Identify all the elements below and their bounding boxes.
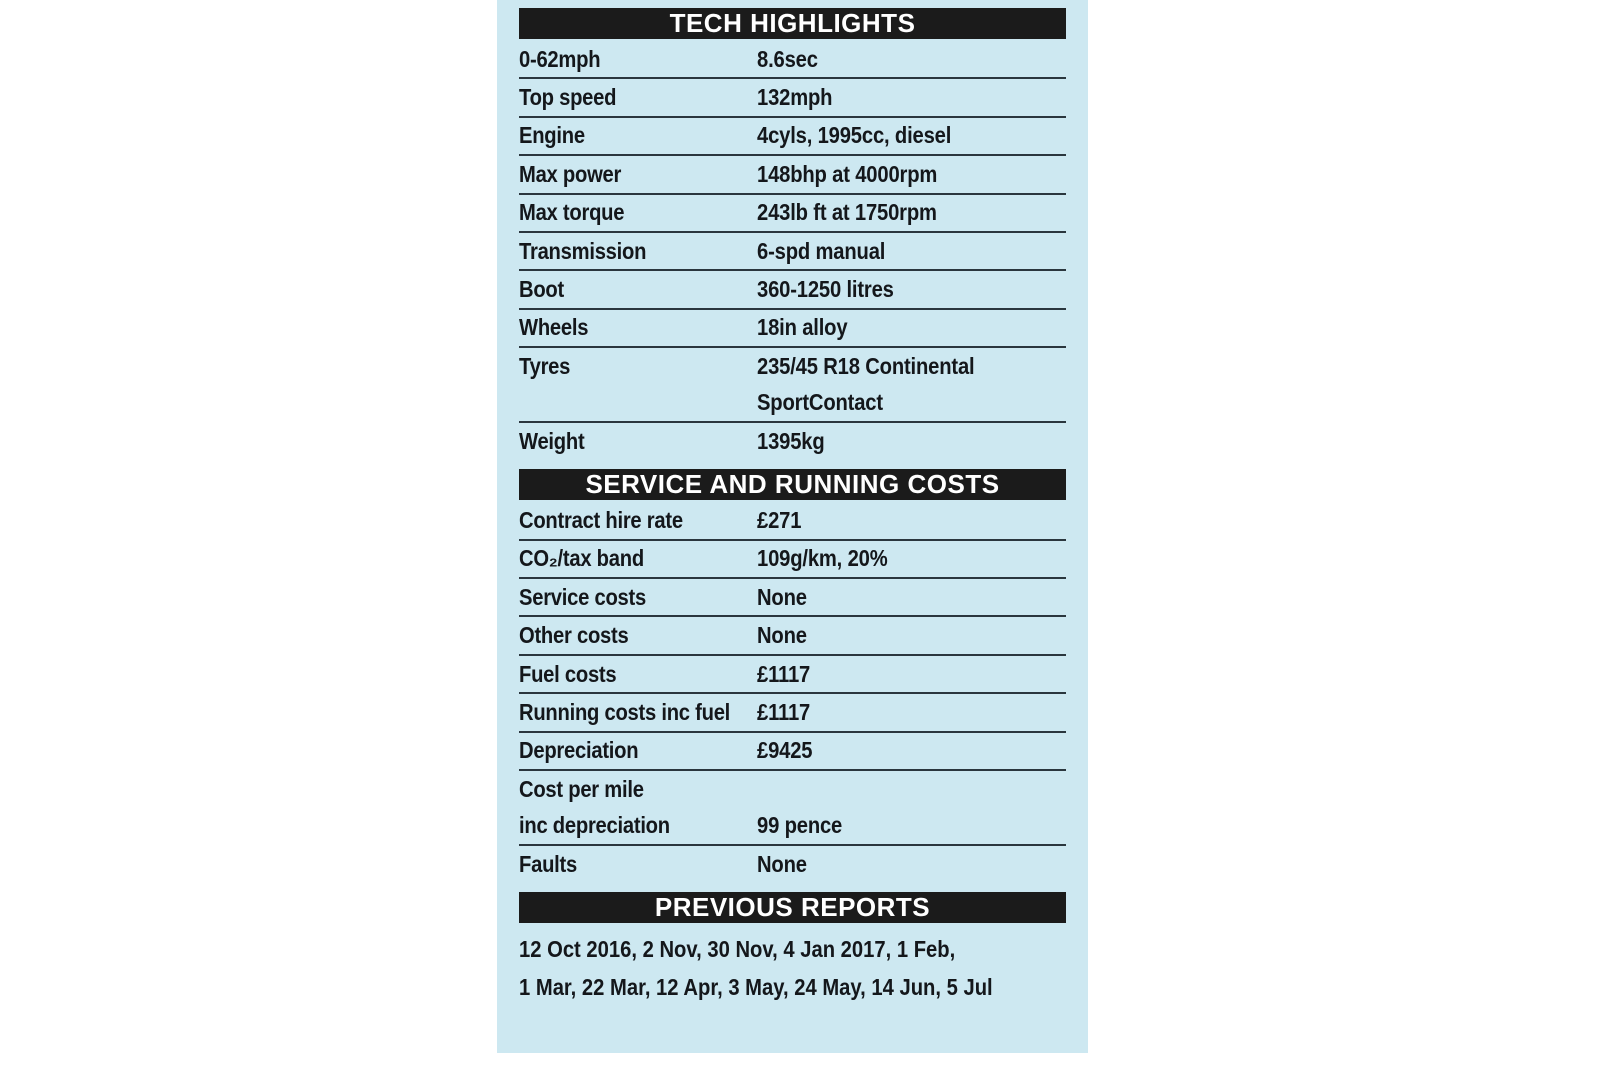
spec-value: 235/45 R18 Continental [757,352,975,379]
spec-value: 6-spd manual [757,237,886,264]
spec-label-cell [519,541,757,577]
spec-label: Cost per mile [519,775,644,802]
spec-value: 8.6sec [757,45,818,72]
spec-value-cell [757,233,1066,269]
spec-value: None [757,583,807,610]
spec-row [519,656,1066,694]
spec-value-cell [757,579,1066,615]
report-dates-line: 1 Mar, 22 Mar, 12 Apr, 3 May, 24 May, 14 Jun, 5 Jul [519,973,993,1000]
previous-reports-list [519,925,1066,1006]
spec-label: 0-62mph [519,45,601,72]
spec-value: 18in alloy [757,314,848,341]
spec-row [519,846,1066,882]
spec-label: Running costs inc fuel [519,698,731,725]
spec-label-cell [519,41,757,77]
spec-value-cell [757,771,1066,844]
report-dates-line: 12 Oct 2016, 2 Nov, 30 Nov, 4 Jan 2017, 1 Feb, [519,935,956,962]
spec-label: CO₂/tax band [519,545,644,572]
spec-value-cell [757,79,1066,115]
spec-row [519,310,1066,348]
spec-panel [497,0,1088,1053]
spec-row [519,41,1066,79]
spec-label: Depreciation [519,737,639,764]
spec-label-cell [519,156,757,192]
spec-value: 148bhp at 4000rpm [757,160,938,187]
spec-value-cell [757,156,1066,192]
spec-label-cell [519,694,757,730]
spec-label: Weight [519,427,585,454]
spec-label: Faults [519,850,577,877]
spec-value: 1395kg [757,427,825,454]
spec-value-cell [757,118,1066,154]
spec-value-cell [757,423,1066,459]
spec-value-cell [757,656,1066,692]
spec-label-line2: inc depreciation [519,812,670,839]
spec-value: None [757,850,807,877]
spec-value-cell [757,541,1066,577]
spec-value-cell [757,195,1066,231]
spec-row [519,617,1066,655]
spec-label: Fuel costs [519,660,617,687]
spec-value: £9425 [757,737,813,764]
spec-value-cell [757,271,1066,307]
spec-value-cell [757,733,1066,769]
spec-label-cell [519,310,757,346]
spec-row [519,271,1066,309]
spec-label-cell [519,617,757,653]
spec-row [519,541,1066,579]
spec-label-cell [519,195,757,231]
spec-value-cell [757,348,1066,421]
spec-value-cell [757,41,1066,77]
spec-label-cell [519,233,757,269]
spec-value: 132mph [757,84,833,111]
spec-value: 4cyls, 1995cc, diesel [757,122,952,149]
spec-value-cell [757,617,1066,653]
spec-row [519,579,1066,617]
section-header-tech-highlights: TECH HIGHLIGHTS [519,8,1066,39]
spec-label-cell [519,271,757,307]
spec-label-cell [519,502,757,538]
spec-label: Max power [519,160,622,187]
spec-row [519,502,1066,540]
spec-value: 99 pence [757,812,843,839]
spec-row [519,423,1066,459]
spec-value-line2: SportContact [757,389,883,416]
spec-label: Service costs [519,583,646,610]
spec-value: None [757,622,807,649]
spec-value-cell [757,310,1066,346]
spec-label-cell [519,118,757,154]
spec-label: Engine [519,122,585,149]
spec-row-tyres [519,348,1066,423]
section-header-previous-reports: PREVIOUS REPORTS [519,892,1066,923]
spec-label-cell [519,579,757,615]
spec-value: 243lb ft at 1750rpm [757,199,937,226]
spec-value: £271 [757,506,802,533]
spec-label-cell [519,348,757,421]
spec-label-cell [519,733,757,769]
spec-label-cell [519,656,757,692]
spec-label: Other costs [519,622,629,649]
spec-label: Boot [519,276,564,303]
spec-value: 109g/km, 20% [757,545,888,572]
spec-row [519,233,1066,271]
spec-label: Tyres [519,352,571,379]
spec-value: 360-1250 litres [757,276,894,303]
spec-value: £1117 [757,698,811,725]
spec-label: Wheels [519,314,589,341]
section-header-service-running-costs: SERVICE AND RUNNING COSTS [519,469,1066,500]
spec-label-cell [519,423,757,459]
spec-value-cell [757,502,1066,538]
spec-label-cell [519,79,757,115]
spec-value-cell [757,846,1066,882]
spec-label: Top speed [519,84,617,111]
spec-row [519,79,1066,117]
spec-label: Contract hire rate [519,506,683,533]
spec-row [519,156,1066,194]
spec-label: Transmission [519,237,647,264]
spec-row [519,733,1066,771]
spec-label-cell [519,771,757,844]
spec-label: Max torque [519,199,625,226]
spec-row-cost-per-mile [519,771,1066,846]
spec-value-cell [757,694,1066,730]
spec-row [519,118,1066,156]
spec-label-cell [519,846,757,882]
spec-row [519,694,1066,732]
spec-value: £1117 [757,660,811,687]
spec-row [519,195,1066,233]
